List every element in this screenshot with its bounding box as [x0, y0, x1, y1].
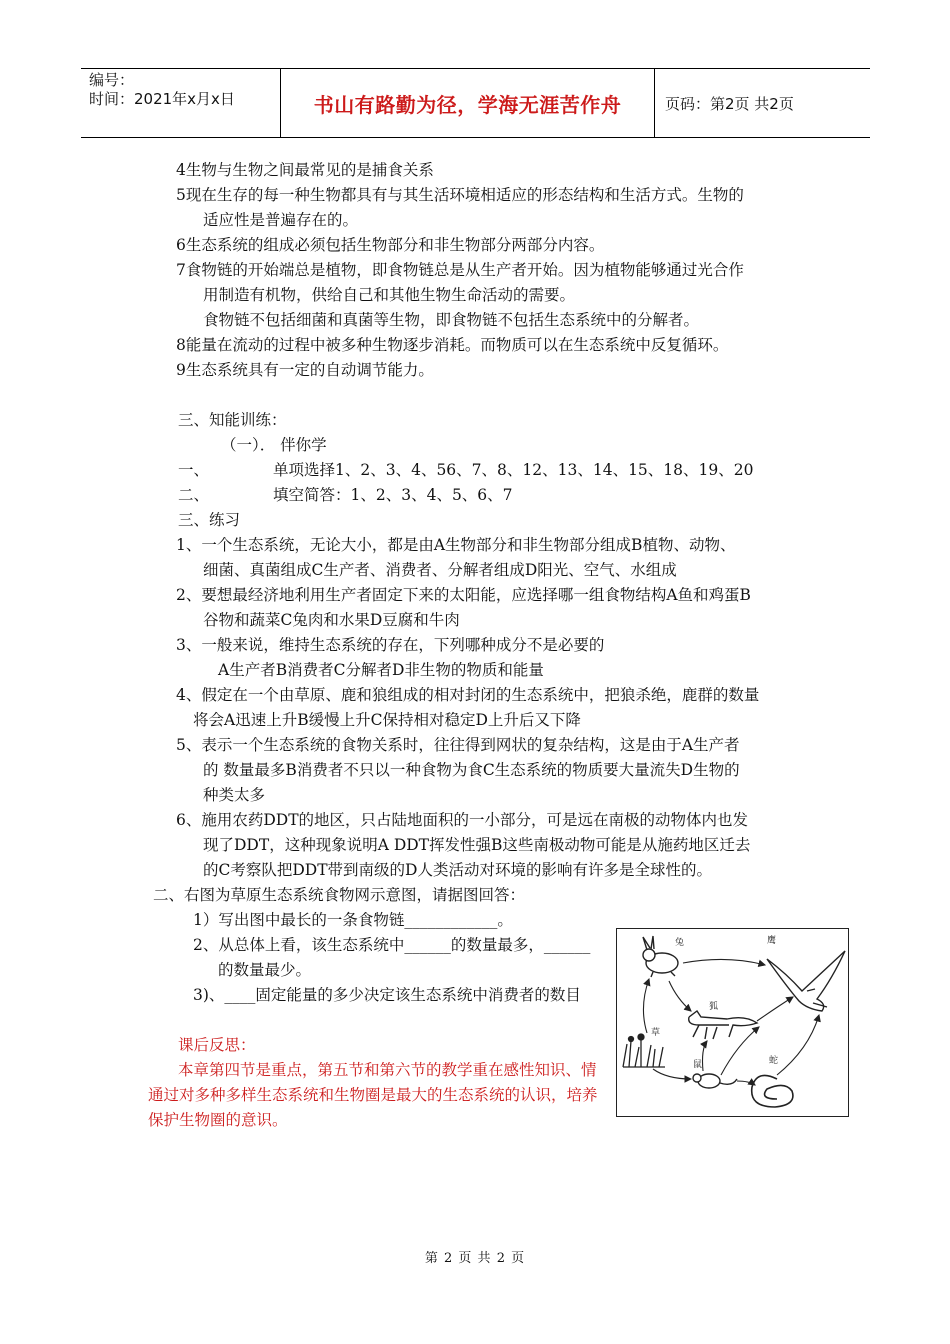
food-web-arrows [643, 959, 819, 1085]
figure-label-snake: 蛇 [769, 1056, 779, 1066]
section-heading: 三、知能训练： [178, 411, 287, 429]
text-line: 填空简答：1、2、3、4、5、6、7 [273, 486, 513, 504]
page-header [81, 68, 870, 138]
eagle-illustration [767, 951, 845, 1011]
question-text: 6、施用农药DDT的地区，只占陆地面积的一小部分，可是远在南极的动物体内也发 [176, 811, 749, 829]
question-text: 1）写出图中最长的一条食物链____________。 [193, 911, 513, 929]
snake-illustration [752, 1075, 793, 1107]
text-line: 8能量在流动的过程中被多种生物逐步消耗。而物质可以在生态系统中反复循环。 [176, 336, 729, 354]
grass-illustration [623, 1034, 665, 1067]
section-heading: 三、练习 [178, 511, 241, 529]
text-line: 二、 [178, 486, 210, 504]
serial-label: 编号： [89, 71, 135, 89]
question-text: 2、要想最经济地利用生产者固定下来的太阳能，应选择哪一组食物结构A鱼和鸡蛋B [176, 586, 751, 604]
text-line: 适应性是普遍存在的。 [203, 211, 359, 229]
reflection-heading: 课后反思： [178, 1036, 256, 1054]
figure-label-rabbit: 兔 [675, 938, 685, 948]
figure-label-fox: 狐 [709, 1002, 719, 1012]
text-line: 5现在生存的每一种生物都具有与其生活环境相适应的形态结构和生活方式。生物的 [176, 186, 744, 204]
question-text: 种类太多 [203, 786, 266, 804]
food-web-drawing [617, 929, 848, 1116]
figure-label-mouse: 鼠 [693, 1060, 703, 1070]
food-web-figure [616, 928, 849, 1117]
rabbit-illustration [643, 936, 678, 977]
question-text: 3)、____固定能量的多少决定该生态系统中消费者的数目 [193, 986, 581, 1004]
text-line: 单项选择1、2、3、4、56、7、8、12、13、14、15、18、19、20 [273, 461, 754, 479]
question-text: 的C考察队把DDT带到南级的D人类活动对环境的影响有许多是全球性的。 [203, 861, 712, 879]
question-text: 4、假定在一个由草原、鹿和狼组成的相对封闭的生态系统中，把狼杀绝，鹿群的数量 [176, 686, 760, 704]
question-text: 谷物和蔬菜C兔肉和水果D豆腐和牛肉 [203, 611, 460, 629]
text-line: 6生态系统的组成必须包括生物部分和非生物部分两部分内容。 [176, 236, 605, 254]
header-left-cell [81, 69, 281, 137]
reflection-text: 本章第四节是重点，第五节和第六节的教学重在感性知识、情 [178, 1061, 597, 1079]
page-number-label: 页码：第2页 共2页 [665, 94, 794, 113]
question-text: 2、从总体上看，该生态系统中______的数量最多，______ [193, 936, 591, 954]
page-footer: 第 2 页 共 2 页 [424, 1251, 526, 1266]
fox-illustration [689, 1011, 757, 1039]
text-line: 7食物链的开始端总是植物，即食物链总是从生产者开始。因为植物能够通过光合作 [176, 261, 744, 279]
text-line: 一、 [178, 461, 210, 479]
text-line: 用制造有机物，供给自己和其他生物生命活动的需要。 [203, 286, 576, 304]
text-line: 4生物与生物之间最常见的是捕食关系 [176, 161, 434, 179]
header-motto-cell [281, 69, 655, 137]
question-text: 1、一个生态系统，无论大小，都是由A生物部分和非生物部分组成B植物、动物、 [176, 536, 736, 554]
text-line: 食物链不包括细菌和真菌等生物，即食物链不包括生态系统中的分解者。 [203, 311, 700, 329]
question-text: 的 数量最多B消费者不只以一种食物为食C生态系统的物质要大量流失D生物的 [203, 761, 740, 779]
reflection-text: 保护生物圈的意识。 [148, 1111, 288, 1129]
question-text: A生产者B消费者C分解者D非生物的物质和能量 [218, 661, 544, 679]
figure-label-eagle: 鹰 [767, 936, 777, 946]
subsection-heading: （一）． 伴你学 [221, 436, 327, 454]
question-text: 将会A迅速上升B缓慢上升C保持相对稳定D上升后又下降 [193, 711, 581, 729]
question-text: 细菌、真菌组成C生产者、消费者、分解者组成D阳光、空气、水组成 [203, 561, 677, 579]
header-page-cell [655, 69, 870, 137]
question-text: 的数量最少。 [218, 961, 312, 979]
date-label: 时间：2021年x月x日 [89, 90, 235, 108]
question-text: 5、表示一个生态系统的食物关系时，往往得到网状的复杂结构，这是由于A生产者 [176, 736, 740, 754]
reflection-text: 通过对多种多样生态系统和生物圈是最大的生态系统的认识，培养 [148, 1086, 598, 1104]
section-heading: 二、右图为草原生态系统食物网示意图，请据图回答： [153, 886, 526, 904]
mouse-illustration [693, 1074, 737, 1088]
question-text: 现了DDT，这种现象说明A DDT挥发性强B这些南极动物可能是从施药地区迁去 [203, 836, 751, 854]
figure-label-grass: 草 [651, 1028, 661, 1038]
question-text: 3、一般来说，维持生态系统的存在，下列哪种成分不是必要的 [176, 636, 605, 654]
text-line: 9生态系统具有一定的自动调节能力。 [176, 361, 434, 379]
header-motto: 书山有路勤为径，学海无涯苦作舟 [313, 92, 622, 117]
